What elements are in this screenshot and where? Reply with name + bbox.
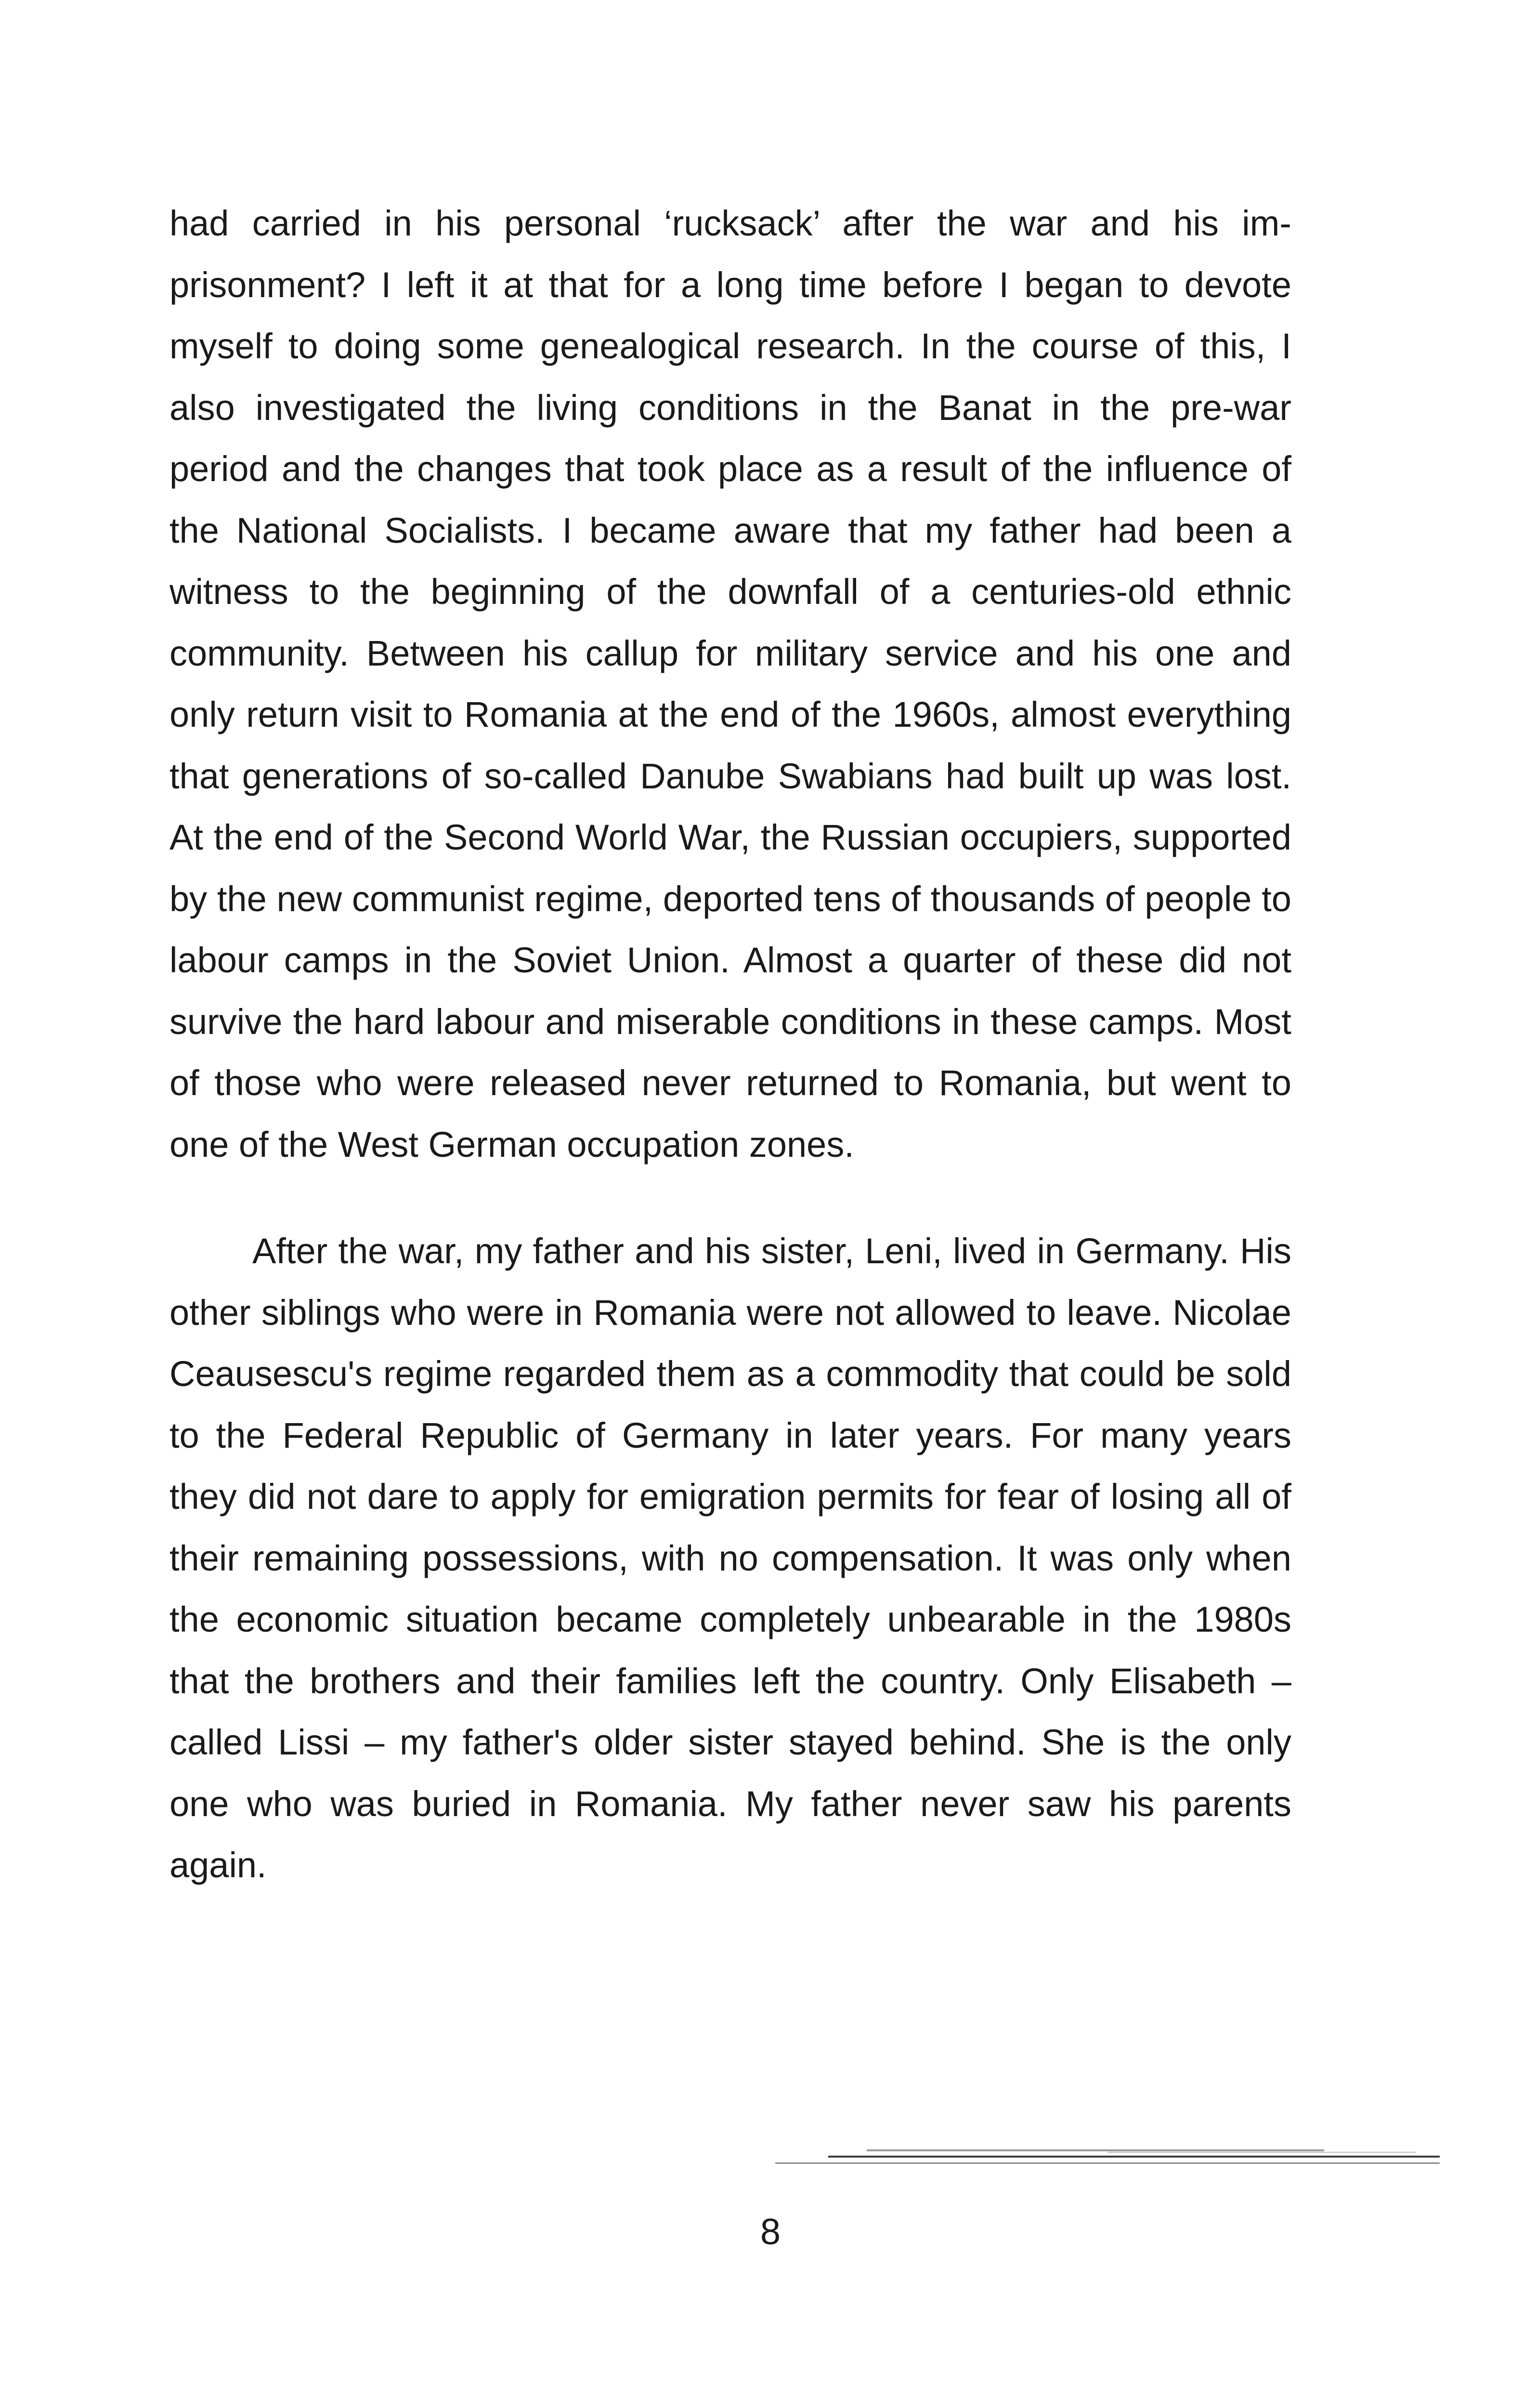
body-text [169, 193, 1291, 1896]
footer-rule [828, 2156, 1440, 2158]
paragraph-1: had carried in his personal ‘rucksack’ after the war and his imprisonment? I left it at that for a long time before I began to devote myself to doing some genealogical research. In the course of this, I also investigated the living conditions in the Banat in the pre-war period and the changes that took place as a result of the influence of the National Socialists. I became aware that my father had been a witness to the beginning of the downfall of a centuries-old ethnic community. Between his callup for military service and his one and only return visit to Romania at the end of the 1960s, almost everything that generations of so-called Danube Swabians had built up was lost. At the end of the Second World War, the Russian occupiers, supported by the new communist regime, deported tens of thousands of people to labour camps in the Soviet Union. Almost a quarter of these did not survive the hard labour and miserable conditions in these camps. Most of those who were released never returned to Romania, but went to one of the West German occupation zones. [169, 203, 1291, 1165]
page-number: 8 [760, 2212, 781, 2252]
footer-rule [775, 2162, 1440, 2164]
footer-rule [1107, 2152, 1416, 2153]
footer-rule [867, 2149, 1324, 2151]
paragraph-2: After the war, my father and his sister, Leni, lived in Germany. His other siblings who were in Romania were not allowed to leave. Nicolae Ceausescu's regime regarded them as a commodity that could be sold to the Federal Republic of Germany in later years. For many years they did not dare to apply for emigration permits for fear of losing all of their remaining possessions, with no compensation. It was only when the economic situation became completely unbearable in the 1980s that the brothers and their families left the country. Only Elisabeth – called Lissi – my father's older sister stayed behind. She is the only one who was buried in Romania. My father never saw his parents again. [169, 1231, 1291, 1885]
